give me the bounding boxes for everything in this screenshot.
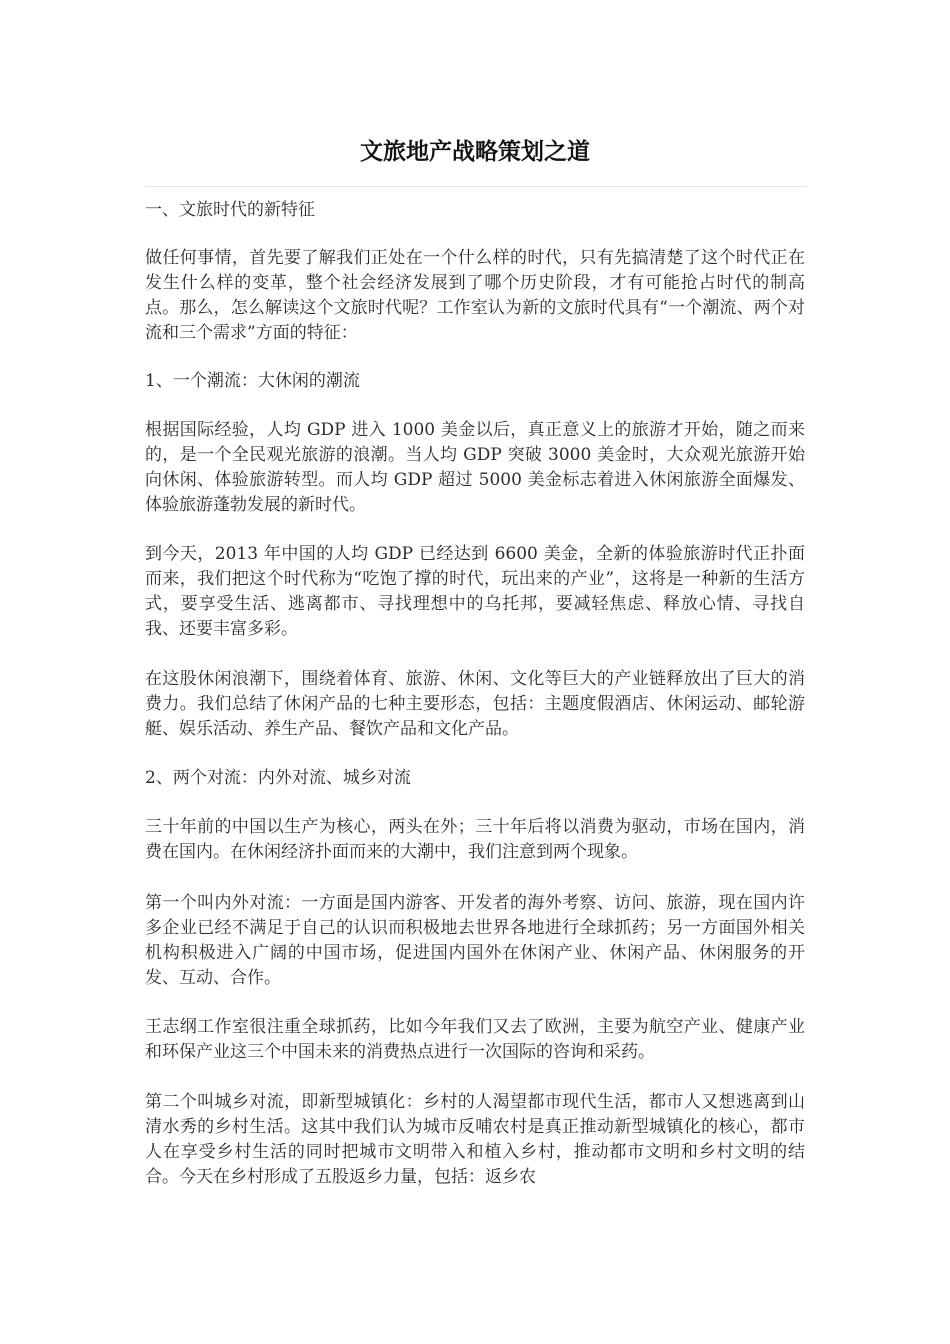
subsection-heading-1: 1、一个潮流：大休闲的潮流 [145,371,360,391]
paragraph-8: 第二个叫城乡对流，即新型城镇化：乡村的人渴望都市现代生活，都市人又想逃离到山清水秀的乡村生活。这其中我们认为城市反哺农村是真正推动新型城镇化的核心，都市人在享受乡村生活的同时把城市文明带入和植入乡村，推动都市文明和乡村文明的结合。今天在乡村形成了五股返乡力量，包括：返乡农 [145,1092,805,1187]
paragraph-2: 根据国际经验，人均 GDP 进入 1000 美金以后，真正意义上的旅游才开始，随之而来的，是一个全民观光旅游的浪潮。当人均 GDP 突破 3000 美金时，大众观光旅游开始向休闲、体验旅游转型。而人均 GDP 超过 5000 美金标志着进入休闲旅游全面爆发、体验旅游蓬勃发展的新时代。 [145,420,805,515]
document-title: 文旅地产战略策划之道 [360,138,590,165]
subsection-heading-2: 2、两个对流：内外对流、城乡对流 [145,768,411,788]
title-divider [145,186,806,187]
paragraph-1: 做任何事情，首先要了解我们正处在一个什么样的时代，只有先搞清楚了这个时代正在发生什么样的变革，整个社会经济发展到了哪个历史阶段，才有可能抢占时代的制高点。那么，怎么解读这个文旅时代呢？工作室认为新的文旅时代具有“一个潮流、两个对流和三个需求”方面的特征： [145,248,805,343]
paragraph-6: 第一个叫内外对流：一方面是国内游客、开发者的海外考察、访问、旅游，现在国内许多企业已经不满足于自己的认识而积极地去世界各地进行全球抓药；另一方面国外相关机构积极进入广阔的中国市场，促进国内国外在休闲产业、休闲产品、休闲服务的开发、互动、合作。 [145,893,805,988]
paragraph-7: 王志纲工作室很注重全球抓药，比如今年我们又去了欧洲，主要为航空产业、健康产业和环保产业这三个中国未来的消费热点进行一次国际的咨询和采药。 [145,1017,805,1062]
section-heading-1: 一、文旅时代的新特征 [145,200,315,220]
paragraph-5: 三十年前的中国以生产为核心，两头在外；三十年后将以消费为驱动，市场在国内，消费在国内。在休闲经济扑面而来的大潮中，我们注意到两个现象。 [145,817,805,862]
paragraph-4: 在这股休闲浪潮下，围绕着体育、旅游、休闲、文化等巨大的产业链释放出了巨大的消费力。我们总结了休闲产品的七种主要形态，包括：主题度假酒店、休闲运动、邮轮游艇、娱乐活动、养生产品、餐饮产品和文化产品。 [145,669,805,739]
paragraph-3: 到今天，2013 年中国的人均 GDP 已经达到 6600 美金，全新的体验旅游时代正扑面而来，我们把这个时代称为“吃饱了撑的时代，玩出来的产业”，这将是一种新的生活方式，要享受生活、逃离都市、寻找理想中的乌托邦，要减轻焦虑、释放心情、寻找自我、还要丰富多彩。 [145,544,805,639]
